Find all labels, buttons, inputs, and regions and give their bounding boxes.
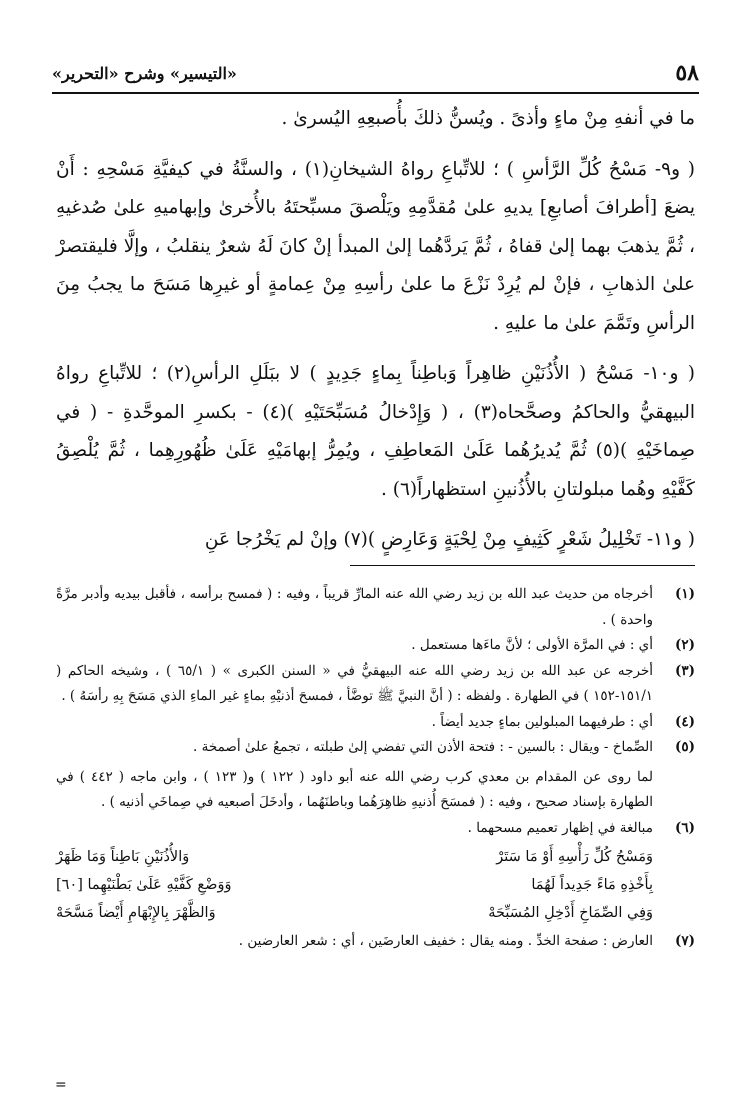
footnote — [56, 816, 695, 842]
paragraph-3: ( و١٠- مَسْحُ ( الأُذُنَيْنِ ظاهِراً وَباطِناً بِماءٍ جَدِيدٍ ) لا ببَلَلِ الرأسِ(٢) ؛ للاتِّباعِ رواهُ البيهقيُّ والحاكمُ وصحَّحاه(٣) ، ( وَإِدْخالُ مُسَبِّحَتَيْهِ )(٤) - بكسرِ الموحَّدةِ - ( في صِماخَيْهِ )(٥) ثُمَّ يُديرُهُما عَلَىٰ المَعاطِفِ ، ويُمِرُّ إبهامَيْهِ عَلَىٰ ظُهُورِهِما ، ثُمَّ يُلْصِقُ كَفَّيْهِ وهُما مبلولتانِ بالأُذُنينِ استظهاراً(٦) . — [56, 363, 696, 500]
paragraph-4: ( و١١- تَخْلِيلُ شَعْرٍ كَثِيفٍ مِنْ لِحْيَةٍ وَعَارِضٍ )(٧) وإنْ لم يَخْرُجا عَنِ — [204, 529, 695, 550]
footnote-continuation: لما روى عن المقدام بن معدي كرب رضي الله عنه أبو داود ( ١٢٢ ) و( ١٢٣ ) ، وابن ماجه ( ٤٤٢ ) في الطهارة بإسناد صحيح ، وفيه : ( فمسَحَ أُذنيهِ ظاهِرَهُما وباطنَهُما ، وأدخَلَ أصبعيه في صِماخَي أذنيه ) . — [56, 768, 653, 810]
footnote-number: (٢) — [674, 637, 695, 653]
footnote — [56, 659, 695, 710]
footnote-text: أي : طرفيهما المبلولين بماءٍ جديد أيضاً . — [431, 713, 653, 730]
footnote-number: (٤) — [674, 713, 695, 730]
running-title: «التيسير» وشرح «التحرير» — [52, 63, 237, 83]
footnote — [56, 633, 695, 659]
poem-hemistich: وَوَضْعِ كَفَّيْهِ عَلَىٰ بَطْنَيْهِما [٦٠] — [56, 877, 232, 893]
footnote — [56, 582, 695, 633]
footnote-number: (١) — [674, 586, 695, 602]
margin-mark: = — [55, 1077, 67, 1093]
footnote-text: أخرجه عن عبد الله بن زيد رضي الله عنه البيهقيُّ في « السنن الكبرى » ( ٦٥/١ ) ، وشيخه الحاكم ( ١٥١/١-١٥٢ ) في الطهارة . ولفظه : ( أنَّ النبيَّ ﷺ توضَّأ ، فمسحَ أذنيْهِ بماءٍ غير الماءِ الذي مَسَحَ بِهِ رأسَهُ ) . — [56, 662, 653, 704]
page-header — [52, 58, 699, 94]
footnote-separator — [350, 565, 695, 566]
footnote-text: مبالغة في إظهار تعميم مسحهما . — [467, 819, 653, 836]
footnote-text: العارض : صفحة الخدِّ . ومنه يقال : خفيف العارضَين ، أي : شعر العارضين . — [238, 933, 653, 949]
footnote-text: أي : في المرَّة الأولى ؛ لأنَّ ماءَها مستعمل . — [411, 637, 653, 653]
footnote — [56, 929, 695, 955]
footnote-number: (٧) — [674, 933, 695, 949]
poem-hemistich: وَالأُذُنَيْنِ بَاطِناً وَمَا ظَهَرْ — [56, 849, 190, 865]
poem-line — [56, 899, 653, 927]
footnote-number: (٣) — [674, 662, 695, 679]
poem-hemistich: وَفِي الصِّمَاخِ أَدْخِلِ المُسَبِّحَهْ — [488, 905, 653, 921]
footnote — [56, 735, 695, 761]
poem-hemistich: وَالظَّهْرَ بِالإِبْهَامِ أَيْضاً مَسَّحَهْ — [56, 905, 216, 921]
main-text — [56, 100, 695, 572]
poem — [56, 843, 653, 927]
footnote-number: (٦) — [674, 819, 695, 836]
footnote — [56, 710, 695, 736]
footnote-text: الصِّماخ - ويقال : بالسين - : فتحة الأذن التي تفضي إلىٰ طبلته ، تجمعُ علىٰ أصمخة . — [193, 739, 653, 755]
poem-line — [56, 843, 653, 871]
poem-line — [56, 871, 653, 899]
paragraph-1: ما في أنفهِ مِنْ ماءٍ وأذىً . ويُسنُّ ذلكَ بأُصبعِهِ اليُسرىٰ . — [281, 108, 695, 129]
poem-hemistich: وَمَسْحُ كُلِّ رَأْسِهِ أَوْ مَا سَتَرْ — [496, 849, 653, 865]
poem-hemistich: بِأَخْذِهِ مَاءً جَدِيداً لَهُمَا — [531, 877, 653, 893]
paragraph-2: ( و٩- مَسْحُ كُلِّ الرَّأسِ ) ؛ للاتِّباعِ رواهُ الشيخانِ(١) ، والسنَّةُ في كيفيَّةِ مَسْحِهِ : أَنْ يضعَ [أطرافَ أصابعِ] يديهِ علىٰ مُقدَّمِهِ ويَلْصقَ مسبِّحتَهُ بالأُخرىٰ وإبهاميهِ علىٰ صُدغيهِ ، ثُمَّ يذهبَ بهما إلىٰ قفاهُ ، ثُمَّ يَردَّهُما إلىٰ المبدأ إنْ كانَ لَهُ شعرٌ ينقلبُ ، وإلَّا فليقتصرْ علىٰ الذهابِ ، فإنْ لم يُرِدْ نَزْعَ ما علىٰ رأسِهِ مِنْ عِمامةٍ أو غيرِها مَسَحَ ما يجبُ مِنَ الرأسِ وتَمَّمَ علىٰ ما عليهِ . — [56, 158, 695, 334]
footnotes — [56, 582, 695, 955]
footnote-number: (٥) — [674, 739, 695, 755]
page-number: ٥٨ — [675, 60, 699, 86]
footnote-text: أخرجاه من حديث عبد الله بن زيد رضي الله عنه المارِّ قريباً ، وفيه : ( فمسح برأسه ، فأقبل بيديه وأدبر مرَّةً واحدة ) . — [56, 586, 653, 628]
